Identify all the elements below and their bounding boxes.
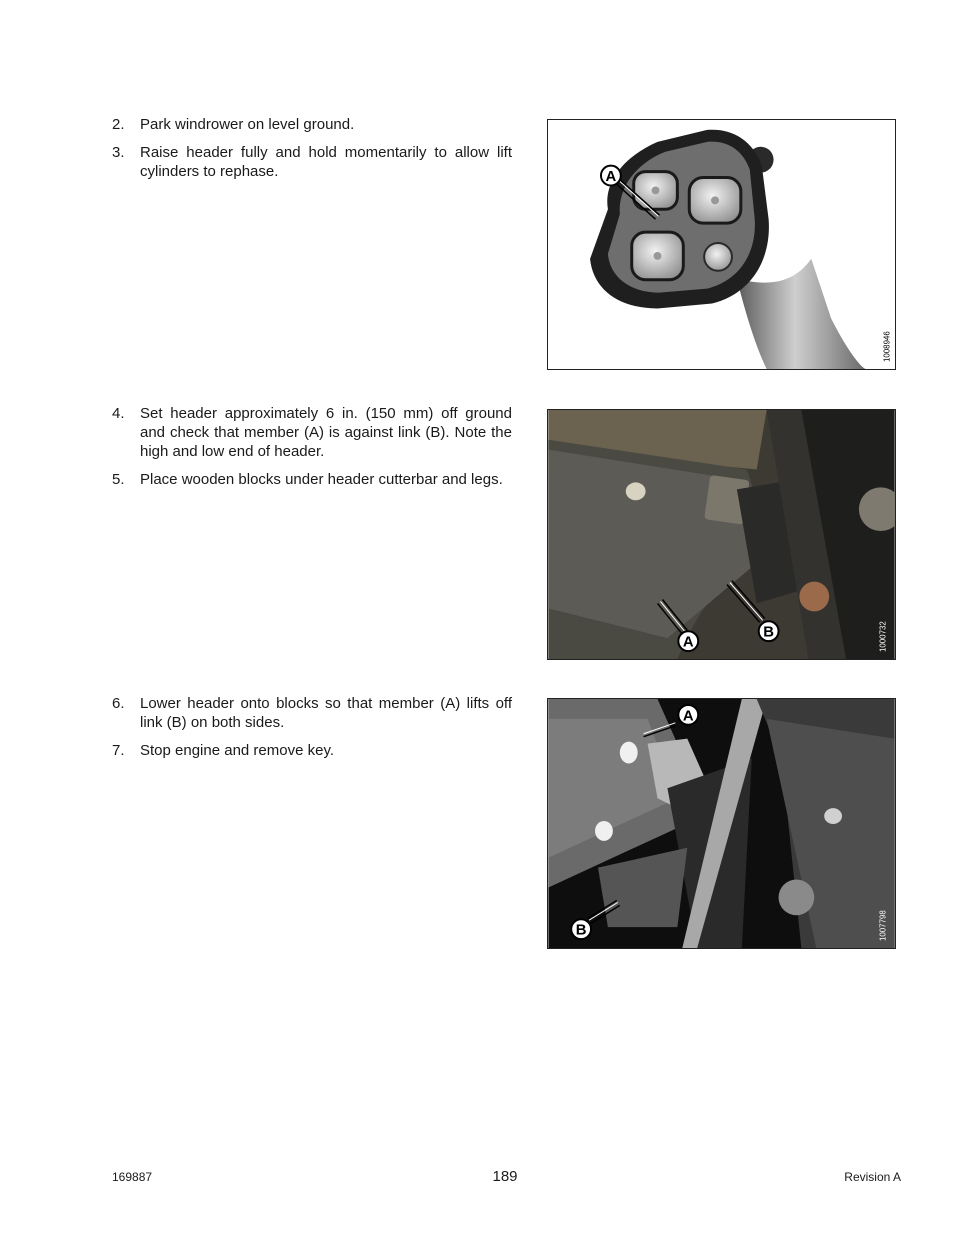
step-text: Place wooden blocks under header cutterbar and legs. <box>140 471 503 488</box>
member-link-photo <box>548 410 895 659</box>
step-text: Park windrower on level ground. <box>140 116 355 133</box>
revision-label: Revision A <box>844 1170 901 1184</box>
callout-label: A <box>682 708 694 725</box>
step-6 <box>112 694 512 732</box>
step-text: Set header approximately 6 in. (150 mm) off ground and check that member (A) is against link (B). Note the high and low end of header. <box>140 405 512 460</box>
step-number: 7. <box>112 742 125 759</box>
step-text: Raise header fully and hold momentarily to allow lift cylinders to rephase. <box>140 144 512 180</box>
step-text: Lower header onto blocks so that member (A) lifts off link (B) on both sides. <box>140 695 512 731</box>
figure-id: 1007798 <box>878 910 888 942</box>
figure-joystick <box>547 119 896 370</box>
figure-member-lifted <box>547 698 896 949</box>
callout-label: B <box>575 922 587 939</box>
step-7 <box>112 741 512 760</box>
step-number: 5. <box>112 471 125 488</box>
member-lifted-photo <box>548 699 895 948</box>
step-2 <box>112 115 512 134</box>
step-number: 6. <box>112 695 125 712</box>
callout-label: A <box>682 634 694 651</box>
document-number: 169887 <box>112 1170 153 1184</box>
figure-member-link <box>547 409 896 660</box>
figure-id: 1008946 <box>882 331 892 363</box>
step-number: 4. <box>112 405 125 422</box>
joystick-illustration <box>548 120 895 369</box>
step-3 <box>112 143 512 181</box>
step-5 <box>112 470 512 489</box>
step-4 <box>112 404 512 461</box>
step-number: 3. <box>112 144 125 161</box>
callout-label: A <box>605 169 617 186</box>
step-text: Stop engine and remove key. <box>140 742 335 759</box>
callout-label: B <box>763 624 774 641</box>
page-number: 189 <box>492 1168 518 1185</box>
figure-id: 1000732 <box>878 621 888 653</box>
step-number: 2. <box>112 116 125 133</box>
